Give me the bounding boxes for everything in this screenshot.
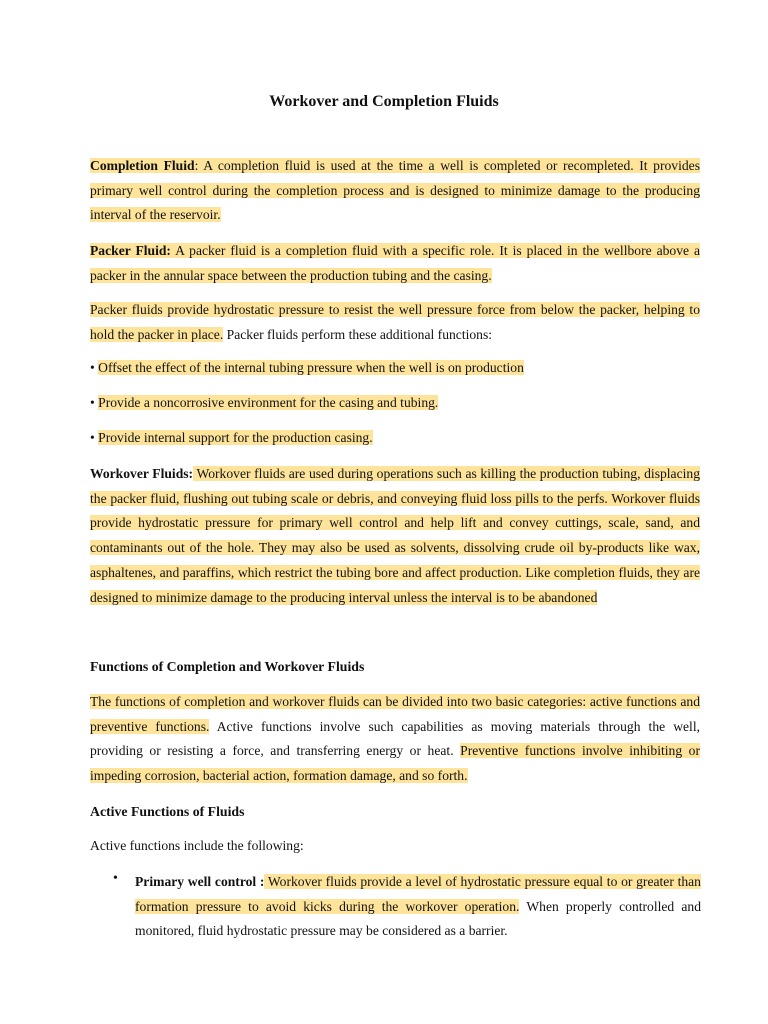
packer-fluid-paragraph [90, 239, 700, 288]
primary-control-bullet: • [113, 871, 118, 886]
packer-functions-highlight: Packer fluids provide hydrostatic pressure to resist the well pressure force from below the packer, helping to hold the packer in place. [90, 302, 700, 342]
primary-control-paragraph [135, 870, 701, 944]
functions-part1: The functions of completion and workover fluids can be divided into two basic categories: active functions and preventive functions. [90, 694, 700, 734]
packer-bullet-3 [90, 426, 700, 451]
completion-fluid-text: : A completion fluid is used at the time a well is completed or recompleted. It provides primary well control during the completion process and is designed to minimize damage to the producing interval of the reservoir. [90, 158, 700, 223]
functions-part3: Preventive functions involve inhibiting or impeding corrosion, bacterial action, formation damage, and so forth. [90, 743, 700, 784]
workover-fluids-paragraph [90, 462, 700, 610]
primary-control-highlight: Workover fluids provide a level of hydrostatic pressure equal to or greater than formation pressure to avoid kicks during the workover operation. [135, 874, 701, 914]
active-functions-heading: Active Functions of Fluids [90, 804, 245, 819]
functions-heading: Functions of Completion and Workover Fluids [90, 659, 365, 674]
completion-fluid-paragraph [90, 154, 700, 228]
active-functions-intro: Active functions include the following: [90, 838, 304, 853]
packer-bullet-2 [90, 391, 700, 416]
primary-control-label: Primary well control : [135, 874, 265, 889]
workover-fluids-label: Workover Fluids: [90, 466, 194, 481]
functions-paragraph [90, 690, 700, 789]
workover-fluids-text: Workover fluids are used during operations such as killing the production tubing, displacing the packer fluid, flushing out tubing scale or debris, and conveying fluid loss pills to the perfs. Workover fluids provide hydrostatic pressure for primary well control and help lift and convey cuttings, scale, sand, and contaminants out of the hole. They may also be used as solvents, dissolving crude oil by-products like wax, asphaltenes, and paraffins, which restrict the tubing bore and affect production. Like completion fluids, they are designed to minimize damage to the producing interval unless the interval is to be abandoned [90, 466, 700, 605]
bullet-text: Offset the effect of the internal tubing pressure when the well is on production [98, 360, 524, 375]
packer-functions-text: Packer fluids perform these additional functions: [223, 326, 493, 342]
document-title: Workover and Completion Fluids [269, 93, 499, 110]
bullet-marker: • [90, 360, 99, 375]
bullet-text: Provide internal support for the production casing. [98, 430, 373, 445]
primary-control-text: When properly controlled and monitored, fluid hydrostatic pressure may be considered as a barrier. [135, 898, 701, 939]
packer-fluid-label: Packer Fluid: [90, 243, 171, 258]
packer-bullet-1 [90, 356, 700, 381]
bullet-marker: • [90, 430, 99, 445]
functions-part2: Active functions involve such capabilities as moving materials through the well, providing or resisting a force, and transferring energy or heat. [90, 718, 701, 759]
packer-functions-paragraph [90, 298, 700, 347]
bullet-marker: • [90, 395, 99, 410]
packer-fluid-text: A packer fluid is a completion fluid with a specific role. It is placed in the wellbore above a packer in the annular space between the production tubing and the casing. [90, 243, 700, 283]
bullet-text: Provide a noncorrosive environment for the casing and tubing. [98, 395, 439, 410]
completion-fluid-label: Completion Fluid [90, 158, 195, 173]
